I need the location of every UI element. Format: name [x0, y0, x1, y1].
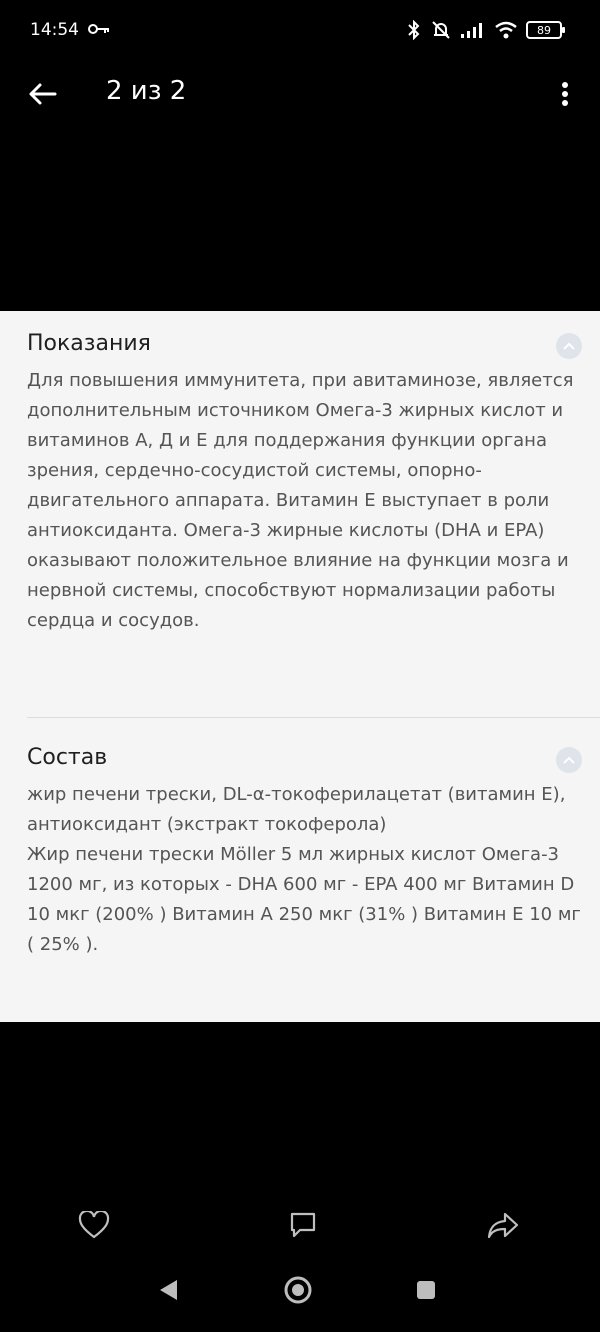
status-icons — [406, 18, 562, 42]
back-button[interactable] — [22, 74, 62, 114]
section-title: Показания — [27, 331, 151, 356]
more-options-button[interactable] — [550, 74, 580, 114]
heart-icon — [78, 1211, 110, 1239]
comment-button[interactable] — [283, 1205, 323, 1245]
viewer-header — [0, 62, 600, 126]
muted-icon — [430, 19, 452, 41]
more-vertical-icon — [561, 81, 569, 107]
screenshot-image[interactable] — [0, 311, 600, 1022]
home-circle-icon — [283, 1275, 313, 1305]
arrow-left-icon — [27, 82, 57, 106]
recents-square-icon — [415, 1279, 437, 1301]
section-composition — [27, 745, 582, 960]
signal-icon — [460, 21, 486, 39]
share-icon — [487, 1211, 519, 1239]
chevron-up-icon — [562, 755, 576, 765]
page-counter: 2 из 2 — [106, 76, 187, 106]
section-text: Для повышения иммунитета, при авитаминозе, является дополнительным источником Омега-3 жирных кислот и витаминов А, Д и Е для поддержания функции органа зрения, сердечно-сосудистой системы, опорно-двигательного аппарата. Витамин Е выступает в роли антиоксиданта. Омега-3 жирные кислоты (DHA и EPA) оказывают положительное влияние на функции мозга и нервной системы, способствуют нормализации работы сердца и сосудов. — [27, 370, 574, 631]
wifi-icon — [494, 21, 518, 39]
share-button[interactable] — [483, 1205, 523, 1245]
back-triangle-icon — [157, 1278, 179, 1302]
chevron-up-icon — [562, 341, 576, 351]
bluetooth-icon — [406, 20, 422, 40]
like-button[interactable] — [74, 1205, 114, 1245]
nav-back-button[interactable] — [148, 1270, 188, 1310]
section-indications — [27, 331, 582, 636]
section-text: жир печени трески, DL-α-токоферилацетат (витамин Е), антиоксидант (экстракт токоферола) Жир печени трески Möller 5 мл жирных кислот Омега-3 1200 мг, из которых - DHA 600 мг - EPA 400 мг Витамин D 10 мкг (200% ) Витамин А 250 мкг (31% ) Витамин Е 10 мг ( 25% ). — [27, 784, 581, 955]
key-icon — [88, 22, 110, 36]
status-bar — [0, 0, 600, 62]
nav-home-button[interactable] — [278, 1270, 318, 1310]
collapse-button — [556, 333, 582, 359]
divider — [27, 717, 600, 718]
bottom-actions — [0, 1205, 600, 1255]
section-title: Состав — [27, 745, 108, 770]
nav-recents-button[interactable] — [406, 1270, 446, 1310]
battery-level: 89 — [537, 23, 551, 37]
battery-icon — [526, 21, 562, 39]
status-time: 14:54 — [30, 20, 79, 40]
collapse-button — [556, 747, 582, 773]
system-navbar — [0, 1270, 600, 1324]
comment-icon — [288, 1210, 318, 1240]
